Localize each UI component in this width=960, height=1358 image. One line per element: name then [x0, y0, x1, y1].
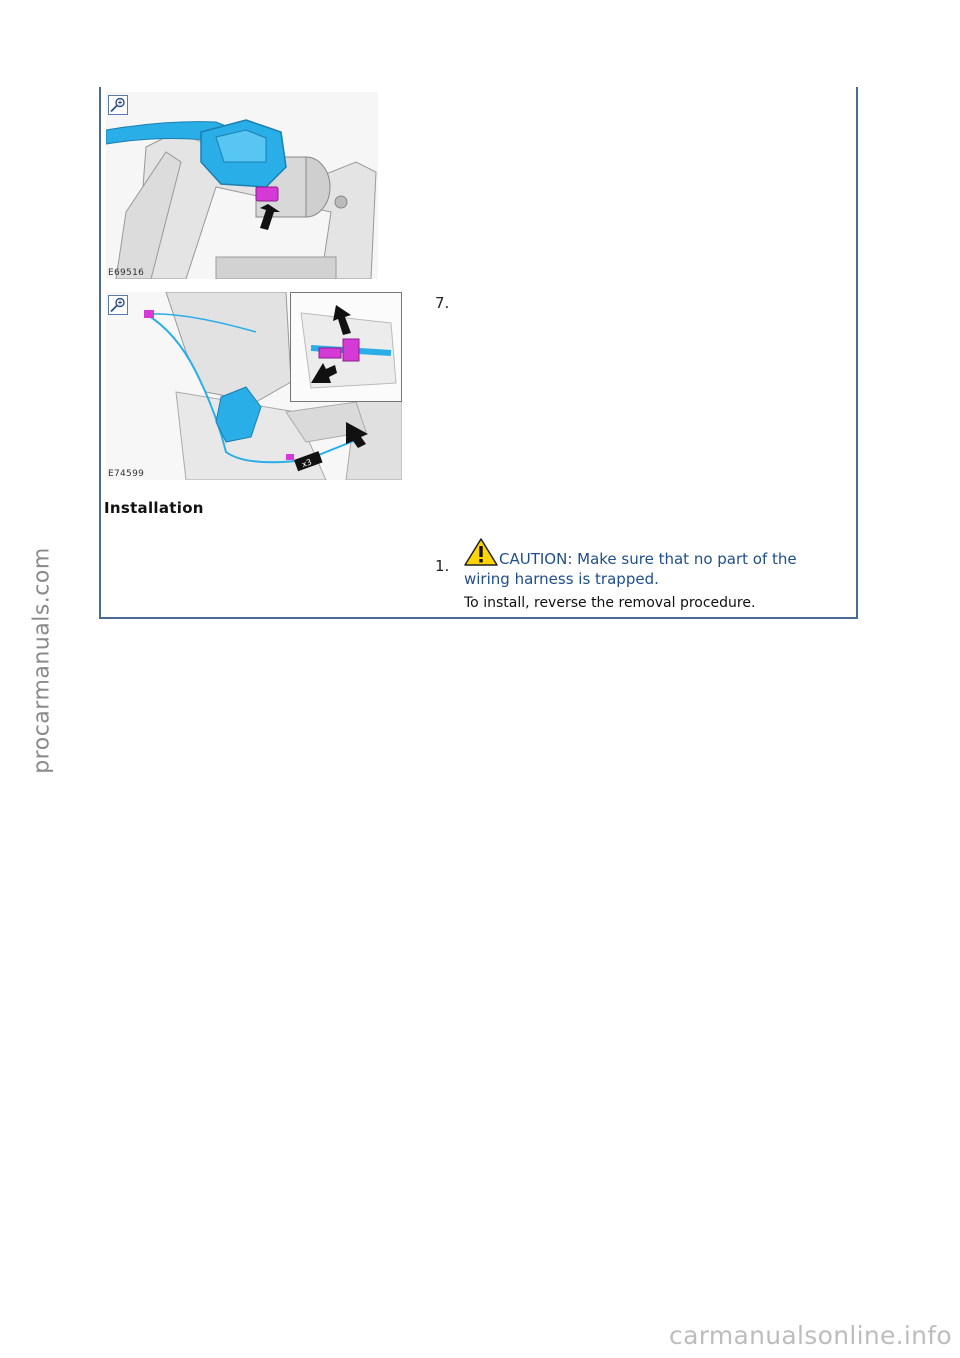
- connector-illustration: [106, 92, 378, 279]
- figure-code: E69516: [108, 268, 145, 278]
- svg-text:x3: x3: [300, 457, 313, 470]
- zoom-magnifier-icon[interactable]: [108, 295, 128, 315]
- caution-text: CAUTION: Make sure that no part of the wiring harness is trapped.: [464, 550, 797, 588]
- zoom-magnifier-icon[interactable]: [108, 95, 128, 115]
- figure-code: E74599: [108, 469, 145, 479]
- section-heading-installation: Installation: [104, 499, 204, 517]
- figure-harness-illustration: [106, 292, 402, 480]
- installation-step-number: 1.: [435, 557, 450, 575]
- inset-illustration: [291, 293, 401, 401]
- watermark-bottom: carmanualsonline.info: [669, 1321, 952, 1350]
- removal-step-number: 7.: [435, 294, 450, 312]
- watermark-left: procarmanuals.com: [29, 547, 55, 774]
- warning-triangle-icon: [464, 538, 498, 566]
- caution-note: [464, 538, 834, 589]
- installation-instruction: To install, reverse the removal procedure.: [464, 595, 756, 611]
- figure-inset-detail: [290, 292, 402, 402]
- figure-connector-illustration: [106, 92, 378, 279]
